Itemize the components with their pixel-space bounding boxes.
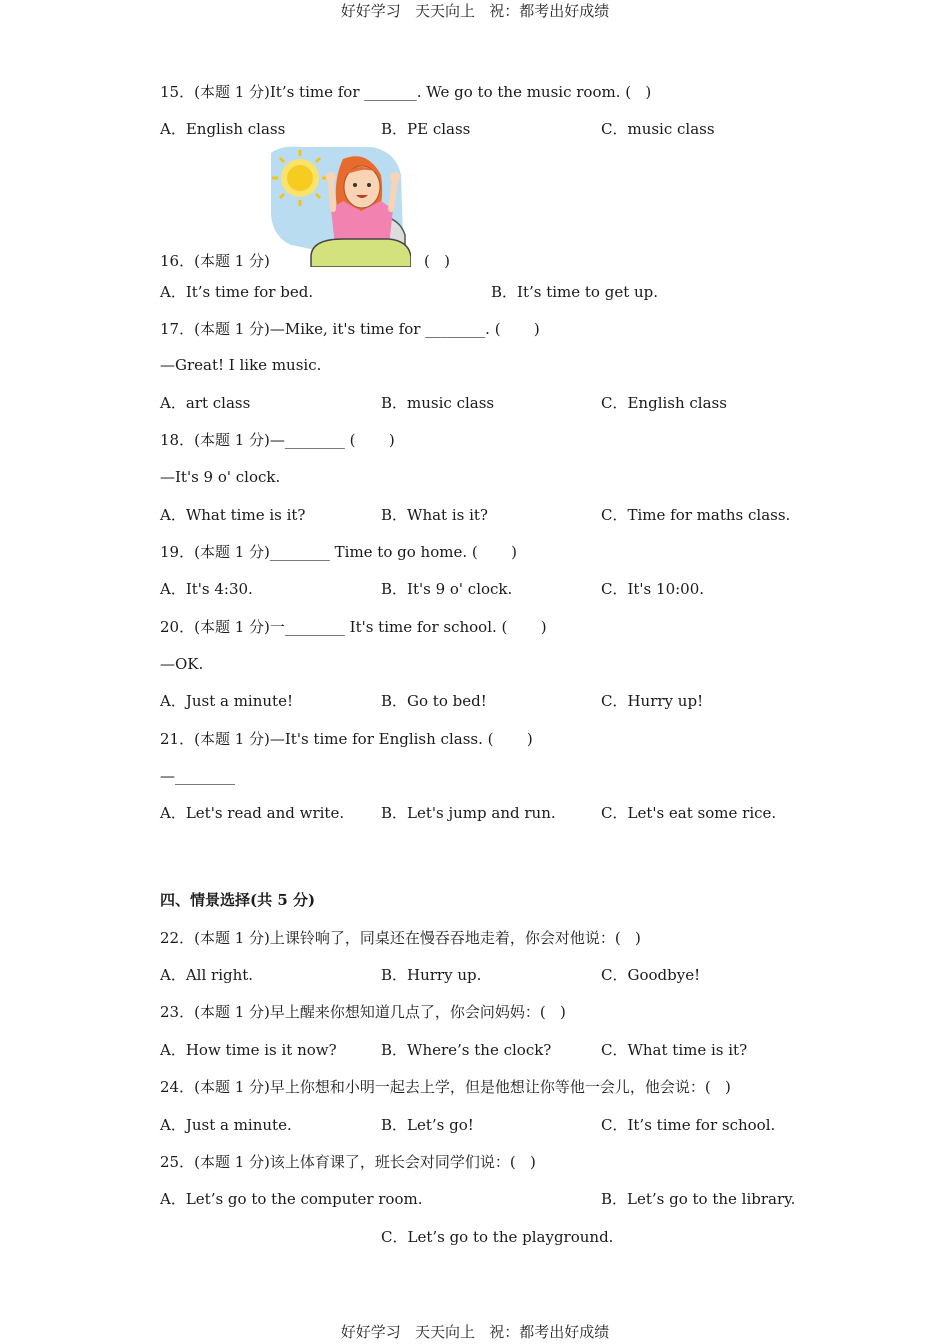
- q15-option-c[interactable]: C．music class: [601, 120, 715, 138]
- q21-option-c[interactable]: C．Let's eat some rice.: [601, 804, 777, 822]
- q24-option-a[interactable]: A．Just a minute.: [160, 1116, 292, 1134]
- q15-option-b[interactable]: B．PE class: [381, 120, 471, 138]
- q25-option-c[interactable]: C．Let’s go to the playground.: [381, 1228, 614, 1246]
- q25-option-a[interactable]: A．Let’s go to the computer room.: [160, 1190, 423, 1208]
- q23-stem: 23．(本题 1 分)早上醒来你想知道几点了，你会问妈妈：( ): [160, 1003, 566, 1021]
- q18-option-a[interactable]: A．What time is it?: [160, 506, 306, 524]
- q20-option-a[interactable]: A．Just a minute!: [160, 692, 293, 710]
- q18-stem: 18．(本题 1 分)—________ ( ): [160, 431, 395, 449]
- q22-stem: 22．(本题 1 分)上课铃响了，同桌还在慢吞吞地走着，你会对他说：( ): [160, 929, 641, 947]
- q19-stem: 19．(本题 1 分)________ Time to go home. ( ): [160, 543, 517, 561]
- q20-option-c[interactable]: C．Hurry up!: [601, 692, 704, 710]
- q21-stem: 21．(本题 1 分)—It's time for English class. ( ): [160, 730, 533, 748]
- q22-option-b[interactable]: B．Hurry up.: [381, 966, 482, 984]
- q18-reply: —It's 9 o' clock.: [160, 468, 281, 486]
- q16-answer-paren: ( ): [424, 252, 451, 270]
- q23-option-b[interactable]: B．Where’s the clock?: [381, 1041, 552, 1059]
- q17-stem: 17．(本题 1 分)—Mike, it's time for ________. ( ): [160, 320, 540, 338]
- q15-stem: 15．(本题 1 分)It’s time for _______. We go to the music room. ( ): [160, 83, 652, 101]
- q24-option-b[interactable]: B．Let’s go!: [381, 1116, 474, 1134]
- q19-option-a[interactable]: A．It's 4:30.: [160, 580, 253, 598]
- q20-option-b[interactable]: B．Go to bed!: [381, 692, 487, 710]
- q22-option-c[interactable]: C．Goodbye!: [601, 966, 701, 984]
- q19-option-b[interactable]: B．It's 9 o' clock.: [381, 580, 513, 598]
- q21-option-a[interactable]: A．Let's read and write.: [160, 804, 345, 822]
- q17-option-a[interactable]: A．art class: [160, 394, 251, 412]
- page-header: 好好学习 天天向上 祝：都考出好成绩: [340, 2, 610, 20]
- girl-waking-up-illustration: [271, 145, 411, 267]
- q23-option-c[interactable]: C．What time is it?: [601, 1041, 748, 1059]
- q24-stem: 24．(本题 1 分)早上你想和小明一起去上学，但是他想让你等他一会儿，他会说：( ): [160, 1078, 731, 1096]
- q25-stem: 25．(本题 1 分)该上体育课了，班长会对同学们说：( ): [160, 1153, 536, 1171]
- q17-reply: —Great! I like music.: [160, 356, 322, 374]
- page-footer: 好好学习 天天向上 祝：都考出好成绩: [340, 1323, 610, 1341]
- q16-option-a[interactable]: A．It’s time for bed.: [160, 283, 314, 301]
- q15-option-a[interactable]: A．English class: [160, 120, 286, 138]
- q24-option-c[interactable]: C．It’s time for school.: [601, 1116, 776, 1134]
- q21-reply: —________: [160, 767, 235, 785]
- q18-option-b[interactable]: B．What is it?: [381, 506, 488, 524]
- q17-option-c[interactable]: C．English class: [601, 394, 727, 412]
- q20-stem: 20．(本题 1 分)一________ It's time for school. ( ): [160, 618, 547, 636]
- q19-option-c[interactable]: C．It's 10:00.: [601, 580, 705, 598]
- section-4-title: 四、情景选择(共 5 分): [160, 891, 316, 909]
- q17-option-b[interactable]: B．music class: [381, 394, 495, 412]
- q23-option-a[interactable]: A．How time is it now?: [160, 1041, 337, 1059]
- q18-option-c[interactable]: C．Time for maths class.: [601, 506, 791, 524]
- q16-stem: 16．(本题 1 分): [160, 252, 270, 270]
- q21-option-b[interactable]: B．Let's jump and run.: [381, 804, 556, 822]
- q16-option-b[interactable]: B．It’s time to get up.: [491, 283, 659, 301]
- q25-option-b[interactable]: B．Let’s go to the library.: [601, 1190, 796, 1208]
- q20-reply: —OK.: [160, 655, 204, 673]
- q22-option-a[interactable]: A．All right.: [160, 966, 254, 984]
